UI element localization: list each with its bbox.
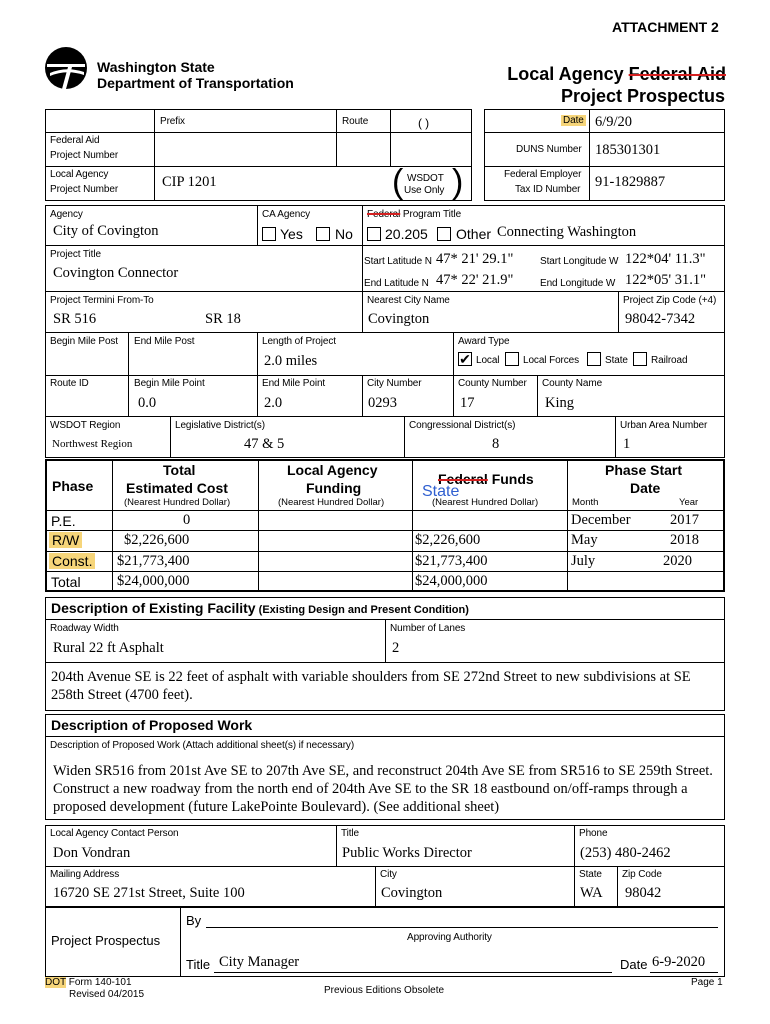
cost-header-fed-state: State <box>422 483 460 500</box>
cost-row-const-fed[interactable]: $21,773,400 <box>415 553 488 569</box>
cost-row-pe-year[interactable]: 2017 <box>670 512 699 528</box>
zip-plus4-value[interactable]: 98042-7342 <box>625 311 696 327</box>
local-agency-label-1: Local Agency <box>50 169 109 180</box>
existing-heading-text: Description of Existing Facility <box>51 600 256 616</box>
fed-employer-value[interactable]: 91-1829887 <box>595 174 666 190</box>
proposed-work-sublabel: Description of Proposed Work (Attach additional sheet(s) if necessary) <box>50 740 355 751</box>
cost-row-const-total[interactable]: $21,773,400 <box>117 553 190 569</box>
begin-mile-point-value[interactable]: 0.0 <box>138 395 157 411</box>
duns-label: DUNS Number <box>516 144 582 155</box>
city-number-label: City Number <box>367 378 422 389</box>
start-longitude-value[interactable]: 122*04' 11.3" <box>625 251 706 267</box>
form-number-dot: DOT <box>45 977 66 988</box>
contact-phone-label: Phone <box>579 828 608 839</box>
cost-row-rw-fed[interactable]: $2,226,600 <box>415 532 481 548</box>
check-icon: ✔ <box>459 351 471 367</box>
contact-person-value[interactable]: Don Vondran <box>53 845 131 861</box>
county-name-label: County Name <box>542 378 603 389</box>
cost-header-year: Year <box>679 497 699 508</box>
city-number-value[interactable]: 0293 <box>368 395 397 411</box>
award-local-forces-checkbox[interactable] <box>505 352 519 366</box>
cost-header-fed-struck: Federal <box>438 471 488 487</box>
form-title-line1 <box>507 64 726 85</box>
project-title-value[interactable]: Covington Connector <box>53 265 179 281</box>
end-latitude-value[interactable]: 47* 22' 21.9" <box>436 272 514 288</box>
county-number-value[interactable]: 17 <box>460 395 475 411</box>
local-agency-label-2: Project Number <box>50 184 119 195</box>
cost-row-total-total[interactable]: $24,000,000 <box>117 573 190 589</box>
cost-header-local-2: Funding <box>306 480 362 496</box>
award-type-label: Award Type <box>458 336 510 347</box>
urban-area-label: Urban Area Number <box>620 420 708 431</box>
agency-logo-line1: Washington State <box>97 59 215 75</box>
end-mile-point-label: End Mile Point <box>262 378 326 389</box>
zip-plus4-label: Project Zip Code (+4) <box>623 295 717 306</box>
existing-description[interactable]: 204th Avenue SE is 22 feet of asphalt with variable shoulders from SE 272nd Street to new subdivisions at SE 258th Street (4700 feet). <box>51 669 691 703</box>
previous-editions-obsolete: Previous Editions Obsolete <box>324 985 445 996</box>
cost-row-pe-month[interactable]: December <box>571 512 631 528</box>
award-state-label: State <box>605 355 628 366</box>
start-latitude-value[interactable]: 47* 21' 29.1" <box>436 251 514 267</box>
agency-value[interactable]: City of Covington <box>53 223 159 239</box>
award-local-label: Local <box>476 355 500 366</box>
wsdot-use-label-2: Use Only <box>404 185 445 196</box>
cost-header-phase: Phase <box>52 478 94 494</box>
ca-agency-label: CA Agency <box>262 209 311 220</box>
award-state-checkbox[interactable] <box>587 352 601 366</box>
cost-header-fed-rest: Funds <box>487 471 534 487</box>
lanes-value[interactable]: 2 <box>392 640 400 656</box>
county-name-value[interactable]: King <box>545 395 574 411</box>
signature-title-value[interactable]: City Manager <box>219 954 300 970</box>
program-title-text: Program Title <box>400 209 462 220</box>
nearest-city-value[interactable]: Covington <box>368 311 430 327</box>
date-value[interactable]: 6/9/20 <box>595 114 633 130</box>
length-label: Length of Project <box>262 336 336 347</box>
route-paren: ( ) <box>418 116 430 130</box>
termini-from-value[interactable]: SR 516 <box>53 311 97 327</box>
end-longitude-value[interactable]: 122*05' 31.1" <box>625 272 707 288</box>
wsdot-use-paren-right: ) <box>452 163 464 201</box>
award-local-checkbox[interactable] <box>458 352 472 366</box>
state-label: State <box>579 869 602 880</box>
program-other-label: Other <box>456 226 492 242</box>
cost-row-rw-year[interactable]: 2018 <box>670 532 699 548</box>
program-title-struck: Federal <box>367 209 401 220</box>
ca-agency-no-label: No <box>335 226 353 242</box>
cost-header-total-2: Estimated Cost <box>126 480 228 496</box>
route-label: Route <box>342 116 369 127</box>
city-label: City <box>380 869 397 880</box>
contact-title-label: Title <box>341 828 360 839</box>
program-other-value[interactable]: Connecting Washington <box>497 224 637 240</box>
urban-area-value[interactable]: 1 <box>623 436 631 452</box>
agency-logo-line2: Department of Transportation <box>97 75 294 91</box>
form-number <box>45 977 132 988</box>
proposed-work-heading: Description of Proposed Work <box>51 717 253 733</box>
ca-agency-yes-label: Yes <box>280 226 303 242</box>
cost-row-const-phase: Const. <box>49 553 95 569</box>
signature-date-label: Date <box>620 957 648 972</box>
length-value[interactable]: 2.0 miles <box>264 353 318 369</box>
termini-label: Project Termini From-To <box>50 295 154 306</box>
begin-mile-point-label: Begin Mile Point <box>134 378 205 389</box>
agency-label: Agency <box>50 209 83 220</box>
cost-header-total-sub: (Nearest Hundred Dollar) <box>124 497 231 508</box>
wsdot-use-label-1: WSDOT <box>407 173 444 184</box>
wsdot-logo-icon <box>44 46 88 90</box>
form-revised: Revised 04/2015 <box>69 989 145 1000</box>
county-number-label: County Number <box>458 378 527 389</box>
zip-code-label: Zip Code <box>622 869 662 880</box>
cost-row-pe-total[interactable]: 0 <box>183 512 191 528</box>
form-title-struck: Federal Aid <box>628 64 726 84</box>
legislative-value[interactable]: 47 & 5 <box>244 436 285 452</box>
federal-aid-label-1: Federal Aid <box>50 135 100 146</box>
project-title-label: Project Title <box>50 249 101 260</box>
roadway-width-value[interactable]: Rural 22 ft Asphalt <box>53 640 164 656</box>
end-longitude-label: End Longitude W <box>540 278 616 289</box>
signature-by-label: By <box>186 913 202 928</box>
cost-row-total-fed[interactable]: $24,000,000 <box>415 573 488 589</box>
lanes-label: Number of Lanes <box>390 623 466 634</box>
cost-row-pe-phase: P.E. <box>51 513 76 529</box>
termini-to-value[interactable]: SR 18 <box>205 311 241 327</box>
cost-header-start-1: Phase Start <box>605 462 683 478</box>
cost-header-month: Month <box>572 497 599 508</box>
program-205-label: 20.205 <box>385 226 428 242</box>
duns-value[interactable]: 185301301 <box>595 142 661 158</box>
city-value[interactable]: Covington <box>381 885 443 901</box>
cost-row-total-phase: Total <box>51 574 81 590</box>
federal-aid-label-2: Project Number <box>50 150 119 161</box>
signature-title-label: Title <box>186 957 211 972</box>
date-label: Date <box>563 115 584 126</box>
start-latitude-label: Start Latitude N <box>364 256 432 267</box>
zip-code-value[interactable]: 98042 <box>625 885 662 901</box>
cost-header-local-sub: (Nearest Hundred Dollar) <box>278 497 385 508</box>
approving-authority-label: Approving Authority <box>407 932 492 943</box>
form-title-prefix: Local Agency <box>507 64 629 84</box>
attachment-label: ATTACHMENT 2 <box>612 19 719 35</box>
award-railroad-checkbox[interactable] <box>633 352 647 366</box>
signature-date-value[interactable]: 6-9-2020 <box>652 954 706 970</box>
state-value[interactable]: WA <box>580 885 603 901</box>
fed-employer-label-1: Federal Employer <box>504 169 582 180</box>
congressional-value[interactable]: 8 <box>492 436 500 452</box>
begin-mile-post-label: Begin Mile Post <box>50 336 118 347</box>
contact-phone-value[interactable]: (253) 480-2462 <box>580 845 671 861</box>
start-longitude-label: Start Longitude W <box>540 256 619 267</box>
form-number-text: Form 140-101 <box>65 977 132 988</box>
legislative-label: Legislative District(s) <box>175 420 265 431</box>
local-agency-project-number[interactable]: CIP 1201 <box>162 174 217 190</box>
page-number: Page 1 <box>691 977 723 988</box>
mailing-address-value[interactable]: 16720 SE 271st Street, Suite 100 <box>53 885 245 901</box>
award-railroad-label: Railroad <box>651 355 688 366</box>
proposed-description[interactable]: Widen SR516 from 201st Ave SE to 207th Ave SE, and reconstruct 204th Ave SE from SR516 to SE 259th Street. Construct a new roadway from the north end of 204th Ave SE to the SR 18 eastbound on/off-ramps through a proposed development (future LakePointe Boulevard). (See additional sheet) <box>53 763 713 815</box>
ca-agency-yes-checkbox[interactable] <box>262 227 276 241</box>
wsdot-region-label: WSDOT Region <box>50 420 121 431</box>
wsdot-region-value[interactable]: Northwest Region <box>52 438 133 450</box>
cost-row-rw-month[interactable]: May <box>571 532 598 548</box>
end-latitude-label: End Latitude N <box>364 278 429 289</box>
end-mile-post-label: End Mile Post <box>134 336 195 347</box>
cost-row-const-month[interactable]: July <box>571 553 596 569</box>
prefix-label: Prefix <box>160 116 185 127</box>
fed-employer-label-2: Tax ID Number <box>515 184 581 195</box>
cost-header-start-2: Date <box>630 480 661 496</box>
cost-row-rw-total[interactable]: $2,226,600 <box>124 532 190 548</box>
cost-header-local-1: Local Agency <box>287 462 378 478</box>
congressional-label: Congressional District(s) <box>409 420 516 431</box>
roadway-width-label: Roadway Width <box>50 623 119 634</box>
nearest-city-label: Nearest City Name <box>367 295 450 306</box>
end-mile-point-value[interactable]: 2.0 <box>264 395 283 411</box>
existing-facility-heading <box>51 600 469 616</box>
form-title-line2: Project Prospectus <box>560 86 725 106</box>
cost-row-const-year[interactable]: 2020 <box>663 553 692 569</box>
cost-header-total-1: Total <box>163 462 196 478</box>
cost-header-fed-sub: (Nearest Hundred Dollar) <box>432 497 539 508</box>
contact-person-label: Local Agency Contact Person <box>50 828 179 839</box>
wsdot-use-paren-left: ( <box>392 163 404 201</box>
existing-heading-sub: (Existing Design and Present Condition) <box>255 604 469 616</box>
program-other-checkbox[interactable] <box>437 227 451 241</box>
route-id-label: Route ID <box>50 378 89 389</box>
contact-title-value[interactable]: Public Works Director <box>342 845 472 861</box>
signature-line[interactable] <box>206 927 718 928</box>
program-title-label <box>367 209 461 220</box>
cost-row-rw-phase: R/W <box>49 532 82 548</box>
signature-section-label: Project Prospectus <box>51 933 161 948</box>
mailing-address-label: Mailing Address <box>50 869 120 880</box>
program-205-checkbox[interactable] <box>367 227 381 241</box>
award-local-forces-label: Local Forces <box>523 355 580 366</box>
ca-agency-no-checkbox[interactable] <box>316 227 330 241</box>
